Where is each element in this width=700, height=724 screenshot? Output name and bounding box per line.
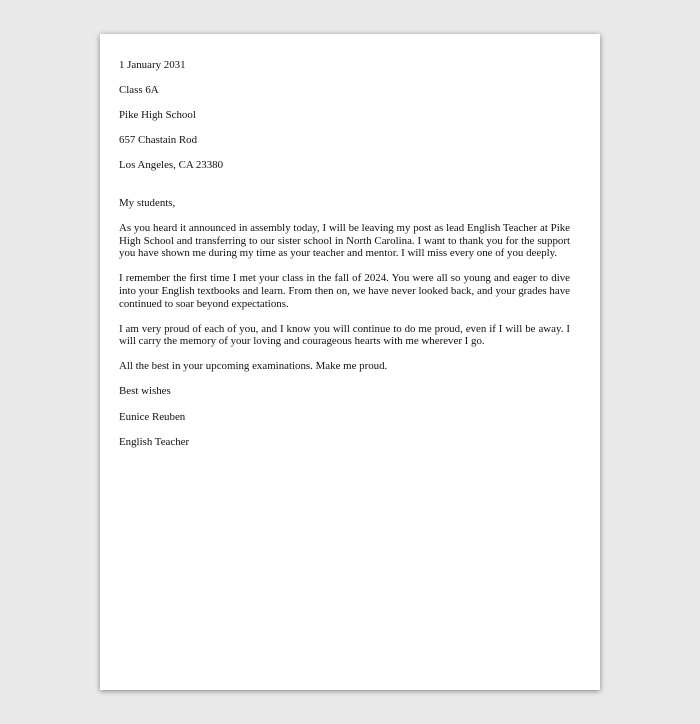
city-state-zip: Los Angeles, CA 23380 [119,159,224,172]
street-address: 657 Chastain Rod [119,134,198,147]
salutation: My students, [119,196,176,209]
paragraph-wishes: All the best in your upcoming examinations. Make me proud. [119,360,388,373]
closing: Best wishes [119,385,171,398]
letter-date: 1 January 2031 [119,59,186,71]
signer-name: Eunice Reuben [119,410,186,423]
paragraph-pride: I am very proud of each of you, and I know you will continue to do me proud, even if I will be away. I will carry the memory of your loving and courageous hearts with me wherever I go. [119,322,570,348]
signer-title: English Teacher [119,435,190,448]
document-page [100,34,600,690]
letter-body [119,59,570,461]
paragraph-memory: I remember the first time I met your class in the fall of 2024. You were all so young and eager to dive into your English textbooks and learn. From then on, we have never looked back, and your grades have continued to soar beyond expectations. [119,272,570,310]
school-name: Pike High School [119,109,196,122]
address-spacer [119,184,570,197]
paragraph-announcement: As you heard it announced in assembly today, I will be leaving my post as lead English Teacher at Pike High School and transferring to our sister school in North Carolina. I want to thank you for the support you have shown me during my time as your teacher and mentor. I will miss every one of you deeply. [119,222,570,260]
recipient-class: Class 6A [119,84,159,97]
